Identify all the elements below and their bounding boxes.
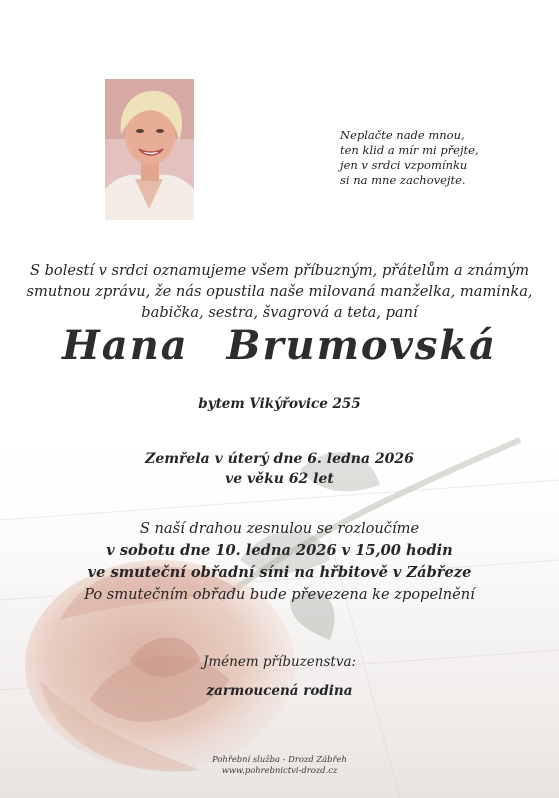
portrait-photo [105, 79, 194, 220]
family-name: zarmoucená rodina [206, 683, 353, 699]
farewell-intro: S naší drahou zesnulou se rozloučíme [139, 520, 420, 537]
poem-line: jen v srdci vzpomínku [340, 158, 468, 172]
farewell-info [0, 518, 559, 606]
poem-verse [340, 128, 520, 188]
death-info [0, 449, 559, 489]
farewell-place: ve smuteční obřadní síni na hřbitově v Zábřeze [87, 564, 472, 581]
intro-line: S bolestí v srdci oznamujeme všem příbuzným, přátelům a známým [29, 262, 530, 279]
family-on-behalf: Jménem příbuzenstva: [202, 654, 357, 670]
poem-line: ten klid a mír mi přejte, [340, 143, 479, 157]
death-date: Zemřela v úterý dne 6. ledna 2026 [145, 451, 414, 467]
funeral-service-name: Pohřební služba - Drozd Zábřeh [212, 754, 347, 764]
cremation-note: Po smutečním obřadu bude převezena ke zpopelnění [84, 586, 475, 603]
family-signature [0, 648, 559, 706]
intro-line: babička, sestra, švagrová a teta, paní [141, 304, 418, 321]
funeral-service-footer [0, 754, 559, 776]
deceased-name: Hana Brumovská [62, 322, 497, 369]
intro-line: smutnou zprávu, že nás opustila naše milovaná manželka, maminka, [26, 283, 533, 300]
poem-line: si na mne zachovejte. [340, 173, 466, 187]
poem-line: Neplačte nade mnou, [340, 128, 465, 142]
announcement-intro [20, 260, 539, 323]
death-age: ve věku 62 let [225, 471, 334, 487]
funeral-service-website: www.pohrebnictvi-drozd.cz [221, 765, 338, 775]
deceased-address: bytem Vikýřovice 255 [198, 396, 361, 412]
farewell-date: v sobotu dne 10. ledna 2026 v 15,00 hodin [106, 542, 453, 559]
